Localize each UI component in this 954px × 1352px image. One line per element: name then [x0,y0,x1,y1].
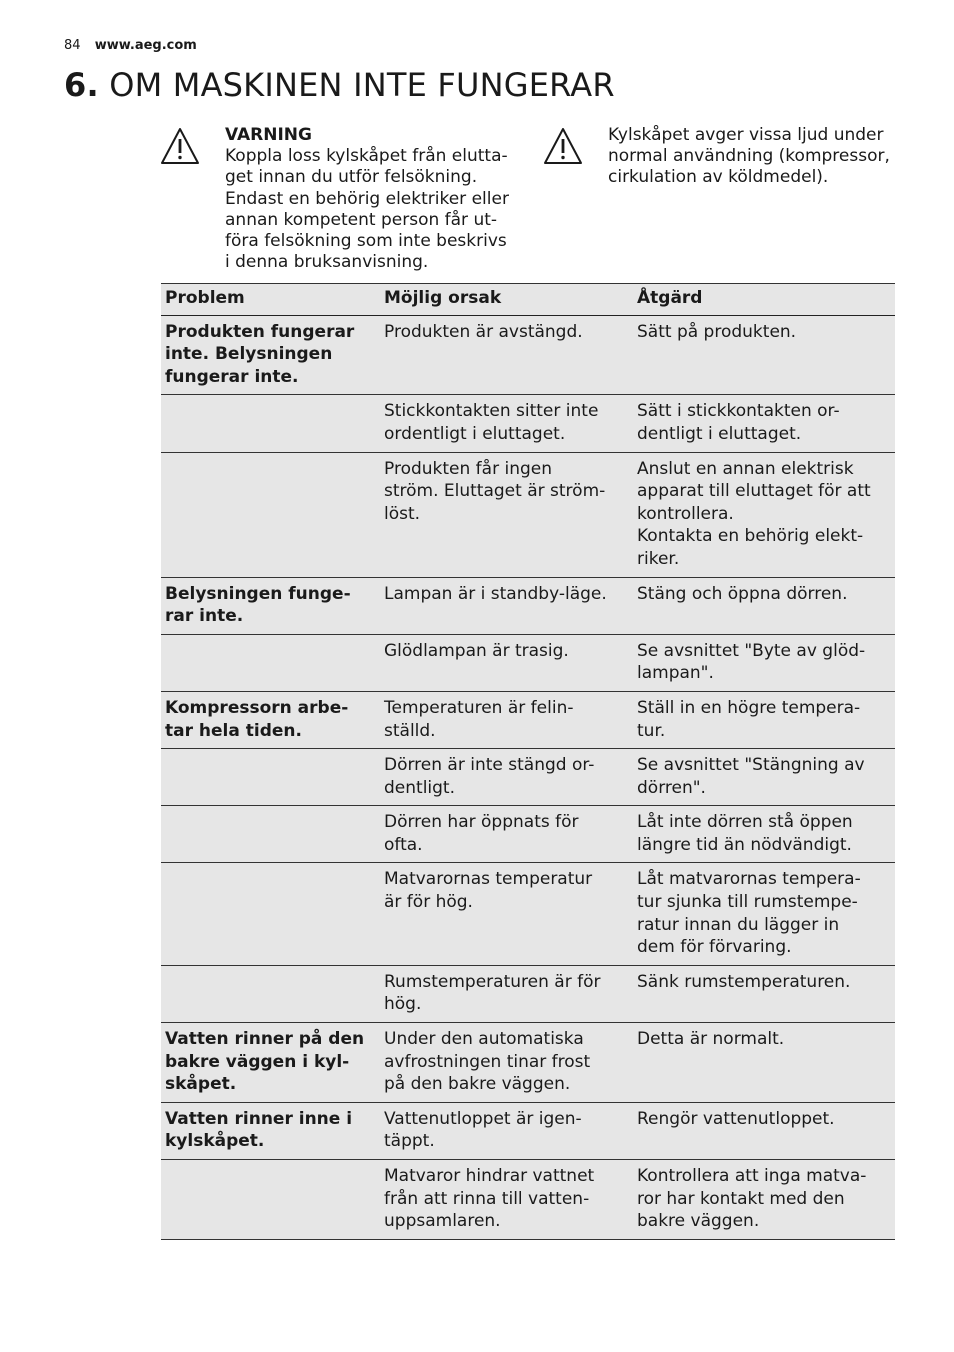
cell-line: Låt inte dörren stå öppen [637,812,853,833]
cell-line: Matvaror hindrar vattnet [384,1166,595,1186]
problem-cell [161,634,380,691]
warning-triangle-icon [543,127,583,165]
table-row [161,806,895,863]
cell-line: Lampan är i standby-läge. [384,583,607,604]
cell-line: Produkten får ingen [384,458,552,479]
cause-cell [380,395,633,452]
cell-line: Sätt i stickkontakten or- [637,401,840,422]
cell-line: Stäng och öppna dörren. [637,583,848,604]
problem-cell [161,1102,380,1159]
cell-line: kylskåpet. [165,1131,265,1152]
cause-cell [380,452,633,577]
cell-line: är för hög. [384,892,473,913]
action-cell [633,1160,895,1240]
table-row [161,395,895,452]
table-row [161,315,895,395]
table-row [161,691,895,748]
cell-line: tur sjunka till rumstempe- [637,892,858,913]
warning-heading: VARNING [225,125,312,145]
cell-line: bakre väggen. [637,1211,760,1232]
cell-line: kontrollera. [637,503,734,524]
table-row [161,577,895,634]
problem-cell [161,965,380,1022]
cell-line: avfrostningen tinar frost [384,1051,591,1072]
problem-cell [161,315,380,395]
cause-cell [380,806,633,863]
section-title [64,66,615,104]
table-header-row [161,284,895,316]
cell-line: ratur innan du lägger in [637,914,840,935]
cause-cell [380,691,633,748]
cell-line: Anslut en annan elektrisk [637,458,854,479]
warning-line: Endast en behörig elektriker eller [225,188,509,209]
cell-line: Detta är normalt. [637,1029,785,1050]
action-cell [633,577,895,634]
cell-line: riker. [637,548,680,569]
table-row [161,749,895,806]
caution-text [608,125,908,189]
cell-line: från att rinna till vatten- [384,1188,590,1209]
column-header-action: Åtgärd [633,284,895,316]
cell-line: Kontrollera att inga matva- [637,1166,867,1186]
table-row [161,452,895,577]
cell-line: Matvarornas temperatur [384,869,593,890]
cell-line: Ställ in en högre tempera- [637,697,861,718]
cause-cell [380,863,633,965]
cell-line: ström. Eluttaget är ström- [384,481,606,502]
cell-line: Under den automatiska [384,1029,584,1050]
cell-line: löst. [384,503,421,524]
cell-line: skåpet. [165,1074,237,1095]
action-cell [633,806,895,863]
table-row [161,1102,895,1159]
action-cell [633,1023,895,1103]
cell-line: Sätt på produkten. [637,321,797,342]
table-row [161,1160,895,1240]
cell-line: på den bakre väggen. [384,1074,571,1095]
problem-cell [161,749,380,806]
problem-cell [161,1160,380,1240]
warning-line: i denna bruksanvisning. [225,252,429,273]
warning-line: get innan du utför felsökning. [225,167,478,188]
cell-line: Dörren har öppnats för [384,812,579,833]
caution-line: cirkulation av köldmedel). [608,167,829,188]
table-row [161,1023,895,1103]
cell-line: dentligt. [384,777,455,798]
problem-cell [161,806,380,863]
warning-line: Koppla loss kylskåpet från elutta- [225,146,508,167]
cell-line: täppt. [384,1131,435,1152]
action-cell [633,749,895,806]
cell-line: lampan". [637,663,714,684]
cell-line: Rengör vattenutloppet. [637,1108,835,1129]
cell-line: Rumstemperaturen är för [384,971,601,992]
problem-cell [161,863,380,965]
cause-cell [380,1023,633,1103]
cell-line: Sänk rumstemperaturen. [637,971,851,992]
warning-triangle-icon [160,127,200,165]
column-header-cause: Möjlig orsak [380,284,633,316]
cell-line: bakre väggen i kyl- [165,1051,350,1072]
table-row [161,965,895,1022]
action-cell [633,863,895,965]
cell-line: Vattenutloppet är igen- [384,1108,582,1129]
cell-line: Produkten fungerar [165,321,355,342]
column-header-problem: Problem [161,284,380,316]
cell-line: inte. Belysningen [165,344,333,365]
action-cell [633,1102,895,1159]
page-header [64,38,197,53]
cell-line: Vatten rinner på den [165,1029,365,1050]
problem-cell [161,691,380,748]
cell-line: ställd. [384,720,436,741]
cell-line: Stickkontakten sitter inte [384,401,599,422]
cell-line: Låt matvarornas tempera- [637,869,861,890]
cell-line: Kompressorn arbe- [165,697,349,718]
table-row [161,634,895,691]
cell-line: uppsamlaren. [384,1211,501,1232]
cell-line: dörren". [637,777,706,798]
action-cell [633,452,895,577]
cell-line: ror har kontakt med den [637,1188,845,1209]
cause-cell [380,315,633,395]
caution-line: Kylskåpet avger vissa ljud under [608,125,884,145]
cause-cell [380,577,633,634]
page-number: 84 [64,38,81,53]
cell-line: apparat till eluttaget för att [637,481,871,502]
cause-cell [380,749,633,806]
cell-line: dem för förvaring. [637,937,792,958]
cause-cell [380,1102,633,1159]
cause-cell [380,965,633,1022]
cell-line: längre tid än nödvändigt. [637,834,852,855]
warning-line: annan kompetent person får ut- [225,209,498,230]
caution-line: normal användning (kompressor, [608,146,890,167]
cell-line: hög. [384,994,422,1015]
action-cell [633,315,895,395]
cell-line: Produkten är avstängd. [384,321,583,342]
cause-cell [380,634,633,691]
cell-line: Vatten rinner inne i [165,1108,353,1129]
cell-line: tar hela tiden. [165,720,302,741]
cell-line: tur. [637,720,666,741]
action-cell [633,395,895,452]
problem-cell [161,452,380,577]
cell-line: Belysningen funge- [165,583,351,604]
section-title-text: OM MASKINEN INTE FUNGERAR [109,66,615,104]
section-number: 6. [64,66,99,104]
problem-cell [161,1023,380,1103]
warning-text [225,125,520,273]
action-cell [633,634,895,691]
action-cell [633,965,895,1022]
cell-line: Temperaturen är felin- [384,697,574,718]
troubleshooting-table [161,283,895,1240]
cell-line: dentligt i eluttaget. [637,423,802,444]
action-cell [633,691,895,748]
website-link[interactable]: www.aeg.com [94,38,197,53]
cell-line: fungerar inte. [165,366,299,387]
cell-line: Se avsnittet "Stängning av [637,755,865,776]
cause-cell [380,1160,633,1240]
problem-cell [161,577,380,634]
cell-line: ofta. [384,834,423,855]
problem-cell [161,395,380,452]
warning-line: föra felsökning som inte beskrivs [225,231,507,252]
cell-line: Dörren är inte stängd or- [384,755,595,776]
table-row [161,863,895,965]
cell-line: ordentligt i eluttaget. [384,423,566,444]
cell-line: Glödlampan är trasig. [384,640,569,661]
cell-line: Se avsnittet "Byte av glöd- [637,640,866,661]
cell-line: Kontakta en behörig elekt- [637,526,864,547]
cell-line: rar inte. [165,606,244,627]
